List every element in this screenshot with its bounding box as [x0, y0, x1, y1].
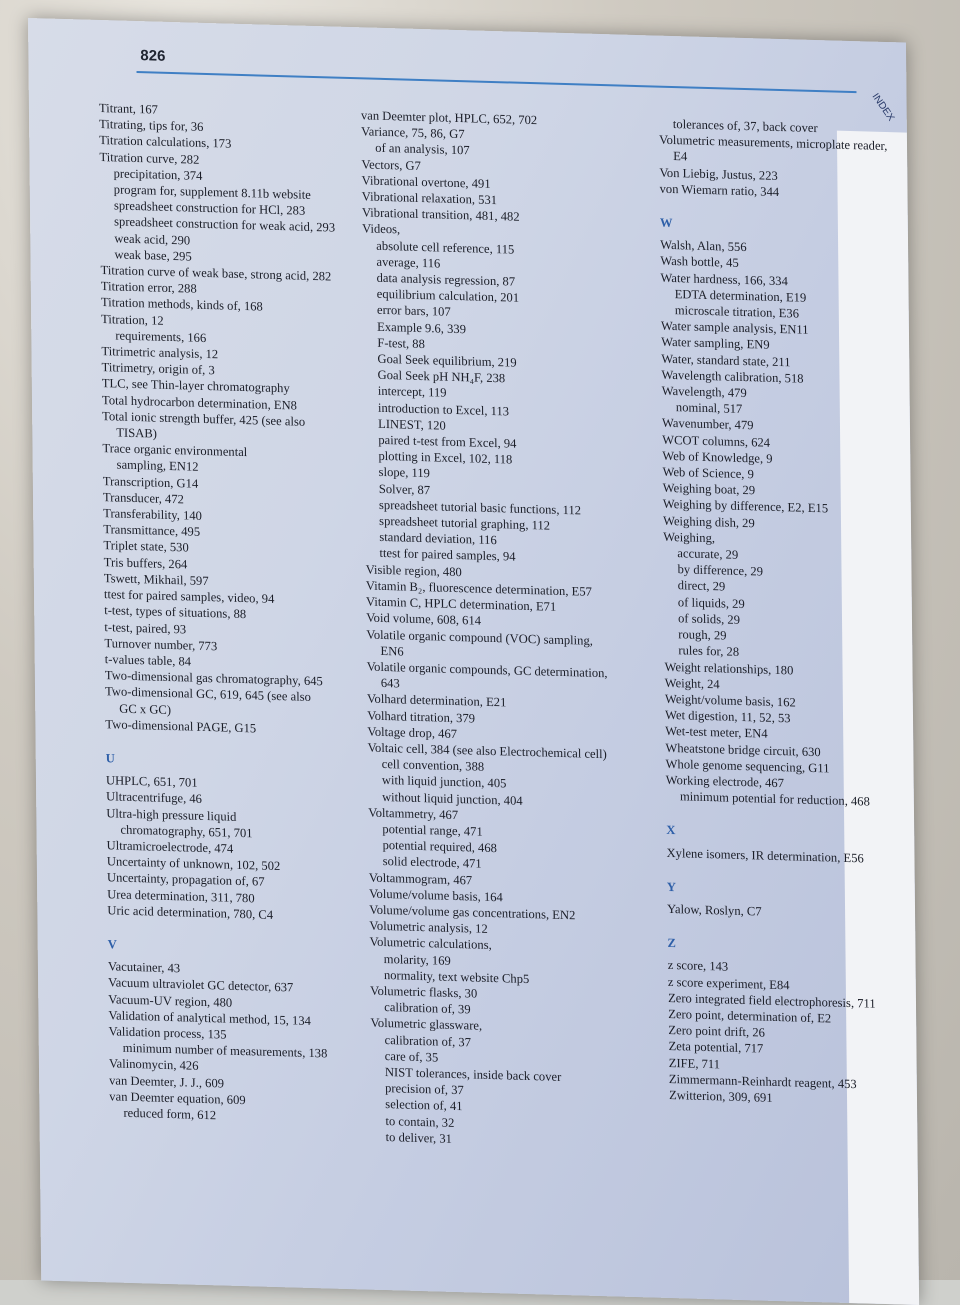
index-entry: UHPLC, 651, 701 [105, 773, 198, 790]
index-subentry: direct, 29 [677, 578, 726, 595]
index-subentry: data analysis regression, 87 [376, 270, 516, 289]
index-entry: Wet-test meter, EN4 [665, 724, 768, 742]
index-subentry: weak acid, 290 [114, 231, 191, 248]
index-subentry: Solver, 87 [378, 481, 431, 497]
index-subentry: of solids, 29 [677, 611, 741, 627]
index-entry: Water hardness, 166, 334 [660, 270, 788, 288]
index-entry: Ultracentrifuge, 46 [106, 789, 203, 807]
index-subentry: rules for, 28 [678, 643, 740, 660]
index-entry: Titrating, tips for, 36 [99, 117, 204, 135]
index-subentry: sampling, EN12 [116, 457, 199, 475]
index-entry: ZIFE, 711 [668, 1055, 721, 1071]
index-entry: Volumetric calculations, [369, 934, 492, 953]
index-entry: Tris buffers, 264 [103, 554, 188, 572]
index-subentry: cell convention, 388 [381, 757, 485, 774]
index-subentry: ttest for paired samples, 94 [379, 546, 516, 565]
index-subentry: without liquid junction, 404 [381, 789, 523, 808]
index-entry: Total ionic strength buffer, 425 (see also [102, 408, 306, 429]
index-entry: Volumetric glassware, [370, 1015, 483, 1034]
index-subentry: rough, 29 [678, 627, 727, 643]
index-column-3 [659, 116, 889, 1110]
index-entry: Zero point, determination of, E2 [668, 1006, 832, 1026]
index-entry: Wheatstone bridge circuit, 630 [665, 740, 821, 759]
index-entry: Trace organic environmental [102, 441, 248, 460]
index-entry: TLC, see Thin-layer chromatography [101, 376, 290, 396]
index-entry: Total hydrocarbon determination, EN8 [101, 392, 298, 413]
index-entry: Volhard determination, E21 [366, 691, 507, 710]
index-entry: Ultramicroelectrode, 474 [106, 838, 234, 856]
index-subentry: GC x GC) [119, 701, 172, 717]
index-entry: WCOT columns, 624 [662, 432, 771, 450]
index-entry: Zimmermann-Reinhardt reagent, 453 [668, 1071, 857, 1091]
index-subentry: minimum number of measurements, 138 [122, 1040, 328, 1061]
index-subentry: TISAB) [116, 425, 157, 441]
index-entry: Videos, [362, 221, 401, 237]
index-entry: Web of Knowledge, 9 [662, 448, 773, 466]
index-entry: Wet digestion, 11, 52, 53 [665, 707, 791, 726]
index-entry: Validation process, 135 [108, 1024, 227, 1042]
index-subentry: by difference, 29 [677, 562, 764, 579]
index-subentry: requirements, 166 [115, 328, 207, 345]
index-subentry: potential range, 471 [382, 821, 483, 839]
index-entry: Two-dimensional GC, 619, 645 (see also [104, 684, 311, 705]
index-entry: Titrimetric analysis, 12 [101, 344, 219, 362]
index-entry: Vacutainer, 43 [107, 959, 181, 976]
index-entry: Visible region, 480 [365, 562, 462, 579]
index-entry: Weighing dish, 29 [662, 513, 755, 531]
index-subentry: absolute cell reference, 115 [376, 238, 515, 257]
index-subentry: of liquids, 29 [677, 594, 745, 611]
index-entry: Titration error, 288 [100, 279, 197, 296]
index-entry: Voltage drop, 467 [367, 724, 458, 741]
index-subentry: plotting in Excel, 102, 118 [378, 449, 513, 467]
index-entry: Water, standard state, 211 [661, 351, 791, 369]
index-subentry: E4 [673, 149, 688, 164]
index-subentry: reduced form, 612 [123, 1105, 217, 1123]
index-entry: Volhard titration, 379 [367, 708, 476, 726]
index-entry: Titrimetry, origin of, 3 [101, 360, 215, 378]
index-entry: Wash bottle, 45 [660, 254, 739, 271]
index-entry: van Deemter, J. J., 609 [109, 1072, 225, 1091]
index-subentry: of an analysis, 107 [375, 141, 470, 158]
index-subentry: calibration of, 37 [384, 1032, 472, 1050]
index-subentry: error bars, 107 [376, 303, 451, 320]
index-entry: Triplet state, 530 [103, 538, 189, 556]
index-entry: van Deemter equation, 609 [109, 1089, 246, 1107]
index-entry: Volumetric measurements, microplate reader, [658, 132, 888, 154]
index-subentry: intercept, 119 [377, 384, 447, 401]
index-entry: Uncertainty, propagation of, 67 [106, 870, 265, 890]
index-subentry: tolerances of, 37, back cover [672, 117, 818, 136]
index-subentry: weak base, 295 [114, 247, 192, 264]
index-subentry: solid electrode, 471 [382, 854, 482, 872]
index-entry: t-test, types of situations, 88 [104, 603, 247, 622]
index-entry: Volume/volume basis, 164 [368, 886, 503, 905]
index-subentry: equilibrium calculation, 201 [376, 286, 520, 305]
index-entry: Vacuum ultraviolet GC detector, 637 [108, 975, 294, 995]
index-subentry: program for, supplement 8.11b website [113, 182, 311, 202]
index-entry: Vectors, G7 [361, 156, 421, 173]
index-entry: Titration curve, 282 [99, 149, 200, 167]
index-entry: Transducer, 472 [102, 489, 184, 507]
index-entry: Validation of analytical method, 15, 134 [108, 1008, 311, 1028]
section-letter: Y [666, 879, 677, 894]
index-subentry: selection of, 41 [385, 1097, 463, 1114]
index-subentry: slope, 119 [378, 465, 431, 481]
section-letter: Z [667, 936, 676, 951]
index-subentry: calibration of, 39 [384, 1000, 471, 1017]
index-subentry: EDTA determination, E19 [674, 286, 807, 305]
index-subentry: LINEST, 120 [378, 416, 446, 433]
index-entry: von Wiemarn ratio, 344 [659, 181, 780, 199]
index-subentry: to deliver, 31 [385, 1129, 452, 1146]
index-subentry: Example 9.6, 339 [377, 319, 467, 336]
index-entry: Xylene isomers, IR determination, E56 [666, 845, 864, 865]
index-subentry: with liquid junction, 405 [381, 773, 507, 791]
index-subentry: nominal, 517 [675, 400, 743, 417]
index-entry: Volumetric analysis, 12 [369, 918, 488, 937]
index-entry: Transmittance, 495 [103, 522, 201, 540]
index-entry: Weight relationships, 180 [664, 659, 794, 677]
index-entry: Uncertainty of unknown, 102, 502 [106, 854, 281, 874]
index-entry: Von Liebig, Justus, 223 [659, 165, 778, 183]
section-letter: V [107, 937, 117, 952]
index-tab: INDEX [869, 91, 897, 124]
index-entry: Weighing, [663, 529, 716, 546]
index-entry: Vibrational overtone, 491 [361, 173, 491, 191]
index-entry: Voltaic cell, 384 (see also Electrochemical cell) [367, 740, 607, 762]
index-subentry: precipitation, 374 [113, 166, 203, 183]
index-subentry: spreadsheet tutorial basic functions, 112 [378, 497, 582, 518]
index-entry: Weight/volume basis, 162 [664, 691, 796, 710]
index-subentry: minimum potential for reduction, 468 [679, 789, 870, 809]
section-letter: W [659, 215, 673, 231]
index-subentry: spreadsheet construction for HCl, 283 [113, 198, 306, 218]
index-entry: Titration calculations, 173 [99, 133, 232, 152]
index-entry: Two-dimensional gas chromatography, 645 [104, 668, 323, 689]
index-entry: Transcription, G14 [102, 473, 199, 491]
index-entry: Zeta potential, 717 [668, 1039, 764, 1056]
index-entry: Vitamin C, HPLC determination, E71 [365, 594, 557, 614]
index-entry: Uric acid determination, 780, C4 [107, 903, 274, 922]
index-entry: Weighing boat, 29 [662, 481, 756, 498]
index-subentry: to contain, 32 [385, 1113, 455, 1130]
index-entry: Valinomycin, 426 [108, 1056, 199, 1074]
index-entry: Volatile organic compounds, GC determination, [366, 659, 608, 681]
index-subentry: spreadsheet construction for weak acid, 293 [114, 214, 336, 236]
index-entry: Working electrode, 467 [665, 772, 785, 791]
index-entry: Water sample analysis, EN11 [660, 318, 809, 338]
index-entry: t-test, paired, 93 [104, 619, 187, 636]
index-entry: Titration methods, kinds of, 168 [100, 295, 263, 315]
index-entry: Voltammogram, 467 [368, 870, 473, 888]
index-subentry: accurate, 29 [677, 546, 739, 562]
page-number: 826 [140, 47, 166, 65]
index-entry: Turnover number, 773 [104, 635, 218, 654]
index-entry: Void volume, 608, 614 [366, 610, 482, 628]
index-entry: Two-dimensional PAGE, G15 [105, 716, 257, 736]
index-entry: ttest for paired samples, video, 94 [103, 587, 275, 607]
index-entry: Walsh, Alan, 556 [660, 237, 747, 255]
index-subentry: F-test, 88 [377, 335, 425, 351]
section-letter: X [666, 823, 676, 838]
index-entry: Urea determination, 311, 780 [107, 886, 255, 905]
index-column-2 [361, 107, 632, 1152]
section-letter: U [105, 751, 115, 766]
index-entry: Whole genome sequencing, G11 [665, 756, 830, 776]
index-entry: Zero point drift, 26 [668, 1023, 765, 1040]
book-page [28, 18, 919, 1305]
index-entry: z score, 143 [667, 958, 729, 974]
index-entry: Zwitterion, 309, 691 [668, 1087, 773, 1105]
index-subentry: NIST tolerances, inside back cover [384, 1065, 562, 1084]
index-subentry: precision of, 37 [385, 1081, 464, 1098]
index-entry: Water sampling, EN9 [661, 335, 770, 353]
index-subentry: EN6 [380, 643, 404, 659]
index-entry: Titration curve of weak base, strong acid, 282 [100, 263, 332, 284]
index-entry: Vacuum-UV region, 480 [108, 991, 233, 1010]
index-column-1 [99, 100, 370, 1128]
index-subentry: normality, text website Chp5 [383, 967, 530, 986]
index-subentry: chromatography, 651, 701 [120, 822, 253, 841]
index-subentry: average, 116 [376, 254, 441, 271]
index-subentry: microscale titration, E36 [674, 303, 800, 321]
index-subentry: paired t-test from Excel, 94 [378, 432, 517, 451]
index-entry: Vibrational relaxation, 531 [361, 189, 498, 208]
index-entry: z score experiment, E84 [667, 974, 790, 992]
index-entry: Weighing by difference, E2, E15 [662, 497, 829, 516]
index-entry: Web of Science, 9 [662, 464, 754, 482]
index-entry: Volumetric flasks, 30 [369, 983, 478, 1001]
index-entry: t-values table, 84 [104, 652, 192, 669]
index-entry: Volatile organic compound (VOC) sampling, [366, 626, 593, 648]
index-entry: Zero integrated field electrophoresis, 711 [667, 990, 876, 1011]
index-entry: Vibrational transition, 481, 482 [361, 205, 520, 224]
index-entry: Tswett, Mikhail, 597 [103, 571, 209, 588]
index-entry: Variance, 75, 86, G7 [360, 124, 465, 142]
index-entry: Wavelength calibration, 518 [661, 367, 804, 386]
index-subentry: molarity, 169 [383, 951, 451, 968]
index-entry: Ultra-high pressure liquid [106, 805, 237, 824]
index-entry: Wavenumber, 479 [661, 416, 754, 433]
index-entry: Yalow, Roslyn, C7 [667, 901, 762, 919]
index-subentry: spreadsheet tutorial graphing, 112 [379, 513, 551, 533]
index-entry: van Deemter plot, HPLC, 652, 702 [360, 108, 538, 128]
index-entry: Weight, 24 [664, 675, 720, 692]
index-subentry: standard deviation, 116 [379, 530, 497, 548]
index-subentry: 643 [380, 676, 400, 691]
index-subentry: potential required, 468 [382, 838, 497, 856]
index-subentry: Goal Seek pH NH₄F, 238 [377, 368, 506, 386]
index-entry: Titration, 12 [101, 311, 164, 328]
index-entry: Voltammetry, 467 [368, 805, 459, 822]
index-entry: Volume/volume gas concentrations, EN2 [369, 902, 576, 923]
index-subentry: introduction to Excel, 113 [377, 400, 510, 419]
header-rule [137, 71, 857, 93]
index-subentry: care of, 35 [384, 1048, 439, 1065]
index-entry: Titrant, 167 [98, 100, 159, 117]
index-entry: Wavelength, 479 [661, 383, 747, 401]
index-subentry: Goal Seek equilibrium, 219 [377, 351, 517, 370]
index-entry: Vitamin B₂, fluorescence determination, E57 [365, 578, 592, 599]
index-entry: Transferability, 140 [103, 506, 202, 523]
